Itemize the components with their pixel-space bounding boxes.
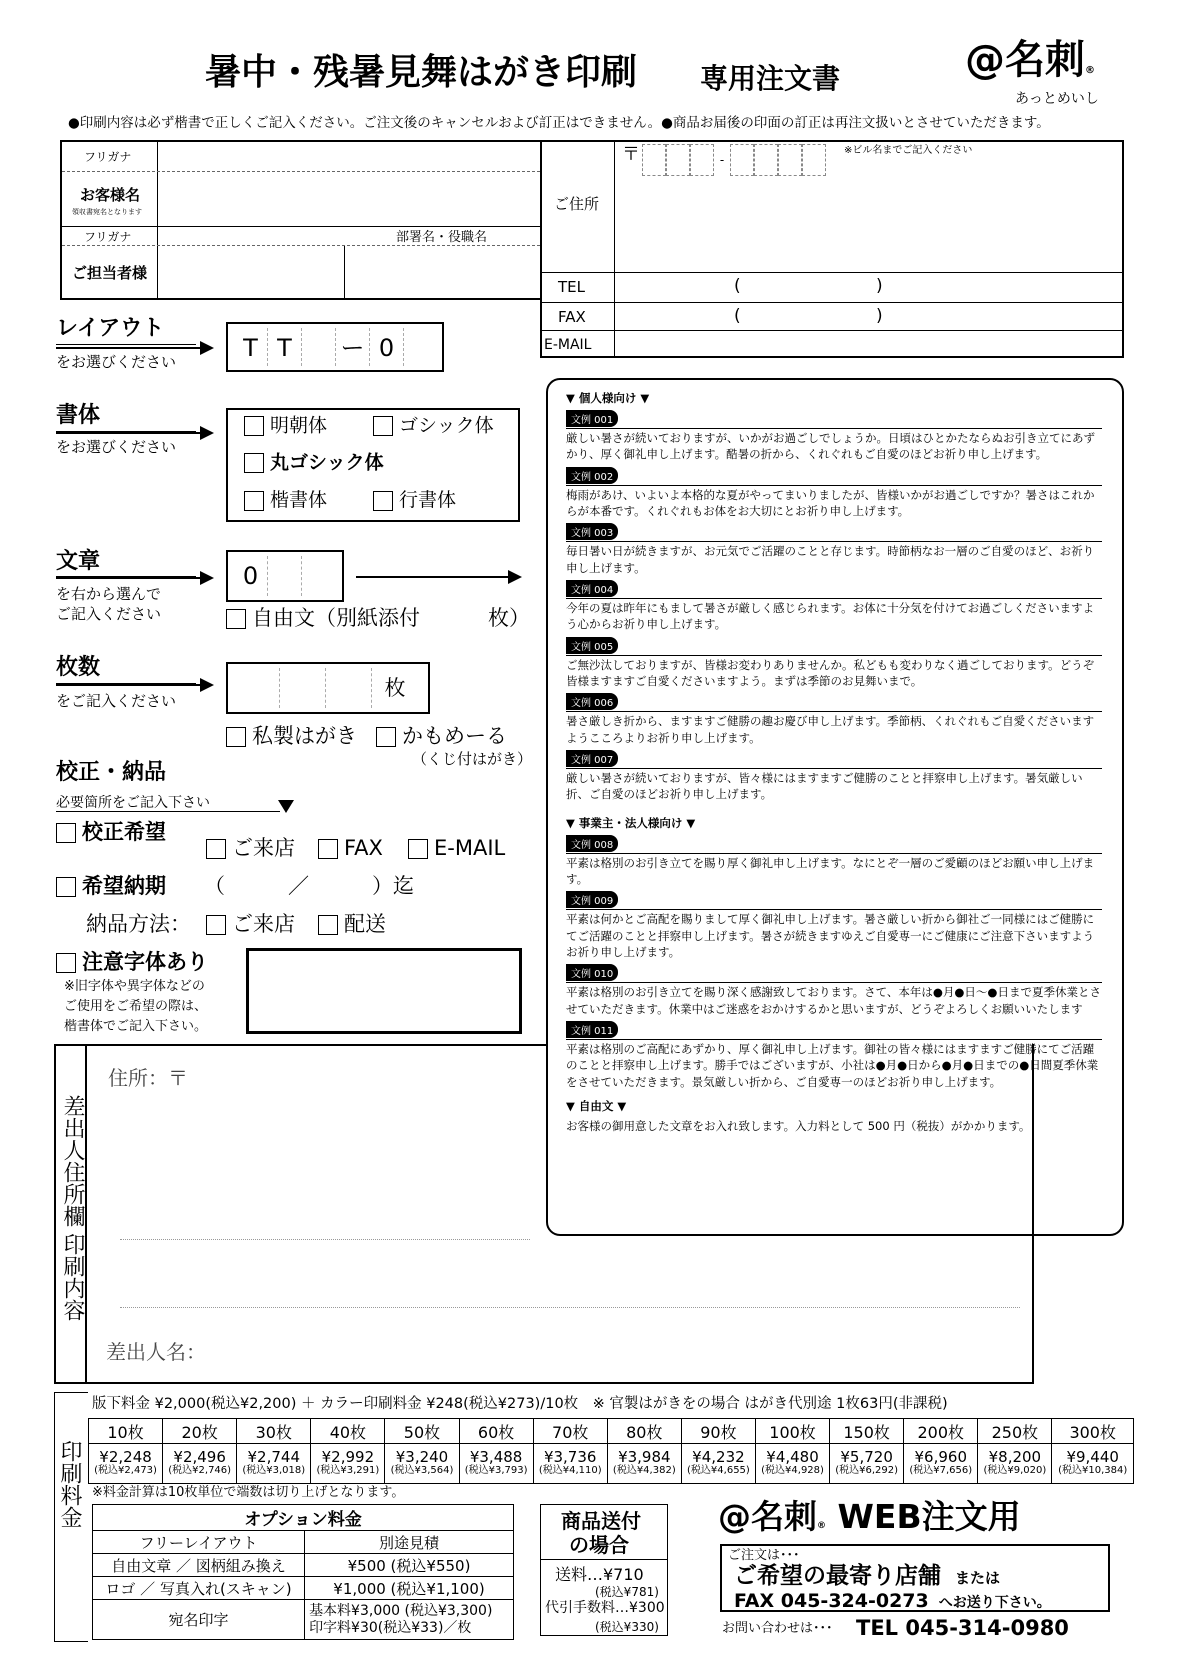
option-label: 注意字体あり (82, 950, 208, 974)
price-value: ¥4,232 (692, 1448, 745, 1467)
bunrei-free-heading: ▼ 自由文 ▼ (566, 1098, 627, 1113)
price-value: ¥4,480 (766, 1448, 819, 1467)
qty-cell: 70枚 (533, 1419, 607, 1444)
option-label: 希望納期 (82, 874, 166, 898)
email-input[interactable] (616, 331, 1122, 357)
tel-label: TEL (558, 278, 585, 296)
checkbox[interactable] (318, 915, 338, 935)
web-fax-suffix: へお送り下さい。 (938, 1595, 1051, 1611)
postal-mark: 〒 (622, 144, 640, 165)
dept-label: 部署名・役職名 (396, 230, 488, 245)
layout-code-cell: T (268, 328, 302, 366)
bunrei-item (566, 519, 1102, 576)
price-cell (1052, 1444, 1134, 1484)
bunrei-item (566, 960, 1102, 1017)
deadline-option[interactable] (56, 876, 166, 897)
bunrei-number: 文例 010 (566, 964, 618, 981)
layout-arrow (56, 347, 212, 349)
option-name: ロゴ ／ 写真入れ(スキャン) (93, 1577, 305, 1600)
option-label: FAX (344, 836, 383, 860)
shipping-fee-tax: (税込¥781) (595, 1585, 659, 1599)
checkbox[interactable] (373, 491, 393, 511)
price-tax: (税込¥2,746) (168, 1465, 232, 1477)
kanji-note-2: ご使用をご希望の際は、 (64, 999, 208, 1014)
price-value: ¥3,240 (395, 1448, 449, 1467)
atena-basic: 基本料¥3,000 (税込¥3,300) (309, 1602, 493, 1619)
price-cell (533, 1444, 607, 1484)
bunrei-number: 文例 003 (566, 523, 618, 540)
qty-title: 枚数 (56, 655, 101, 680)
checkbox[interactable] (226, 727, 246, 747)
font-title: 書体 (56, 403, 101, 428)
option-label: 楷書体 (270, 489, 328, 511)
brand-logo (965, 37, 1095, 83)
name-input[interactable] (160, 174, 540, 224)
bunrei-text: 平素は格別のお引き立てを賜り厚く御礼申し上げます。なにとぞ一層のご愛顧のほどお願い申し上げます。 (566, 853, 1102, 888)
atena-per-sheet: 印字料¥30(税込¥33)／枚 (309, 1619, 472, 1636)
layout-code-cell (404, 328, 438, 366)
option-label: ゴシック体 (399, 414, 494, 437)
price-tax: (税込¥9,020) (983, 1465, 1047, 1477)
text-arrow (56, 577, 212, 579)
proof-fax-option[interactable] (318, 838, 383, 859)
customer-name-note: 領収書宛名となります (72, 208, 142, 216)
option-price: 別途見積 (305, 1531, 514, 1554)
postal-code-input[interactable]: - (642, 144, 826, 176)
price-value: ¥3,488 (469, 1448, 523, 1467)
option-label: 明朝体 (270, 414, 328, 437)
qty-cell: 20枚 (163, 1419, 237, 1444)
bunrei-item (566, 406, 1102, 463)
qty-cell: 10枚 (89, 1419, 163, 1444)
brand-reading: あっとめいし (1015, 91, 1099, 107)
bunrei-number: 文例 008 (566, 835, 618, 852)
cod-fee-tax: (税込¥330) (595, 1620, 659, 1634)
delivery-label: 納品方法： (86, 912, 191, 936)
font-option-gyosho[interactable] (373, 491, 456, 511)
option-label: 校正希望 (82, 820, 166, 844)
price-cell (904, 1444, 978, 1484)
options-table (92, 1504, 514, 1640)
contact-input[interactable] (160, 248, 342, 298)
checkbox[interactable] (56, 823, 76, 843)
price-tax: (税込¥6,292) (835, 1465, 899, 1477)
proof-down-arrow (278, 800, 294, 813)
price-tax: (税込¥3,291) (316, 1465, 380, 1477)
notice: ●印刷内容は必ず楷書で正しくご記入ください。ご注文後のキャンセルおよび訂正はできません。●商品お届後の印面の訂正は再注文扱いとさせていただきます。 (68, 115, 1050, 131)
price-tax: (税込¥4,928) (761, 1465, 824, 1477)
price-value: ¥6,960 (914, 1448, 967, 1467)
price-cell (681, 1444, 755, 1484)
price-value: ¥9,440 (1066, 1448, 1119, 1467)
checkbox[interactable] (373, 416, 393, 436)
tel-paren-close: ) (876, 276, 883, 296)
price-cell (89, 1444, 163, 1484)
option-label: ご来店 (232, 912, 295, 936)
text-free-option[interactable] (226, 608, 420, 629)
font-option-gothic[interactable] (373, 416, 494, 436)
bunrei-list-personal (566, 406, 1102, 803)
text-sub2: ご記入ください (56, 605, 162, 623)
web-or: または (955, 1569, 1001, 1587)
option-name: 自由文章 ／ 図柄組み換え (93, 1554, 305, 1577)
price-value: ¥2,496 (173, 1448, 226, 1467)
layout-code-cell: T (234, 328, 268, 366)
checkbox[interactable] (318, 839, 338, 859)
text-title: 文章 (56, 549, 101, 574)
qty-input[interactable] (226, 662, 430, 714)
bunrei-number: 文例 005 (566, 637, 618, 654)
web-store (734, 1565, 1000, 1588)
qty-kamome-note: （くじ付はがき） (412, 750, 533, 768)
web-order-title (718, 1497, 1021, 1536)
text-code-input[interactable] (226, 550, 344, 602)
option-price: ¥1,000 (税込¥1,100) (305, 1577, 514, 1600)
price-value: ¥3,984 (618, 1448, 671, 1467)
text-sub1: を右から選んで (56, 585, 162, 603)
price-cell (163, 1444, 237, 1484)
web-fax-number: FAX 045-324-0273 (734, 1590, 929, 1612)
web-store-text: ご希望の最寄り店舗 (734, 1563, 941, 1589)
text-right-arrow (356, 576, 520, 578)
shipping-title-2: の場合 (569, 1533, 629, 1557)
qty-cell: 150枚 (830, 1419, 904, 1444)
price-value: ¥5,720 (840, 1448, 893, 1467)
web-fax (734, 1592, 1051, 1611)
layout-code-cell (302, 328, 336, 366)
bunrei-item (566, 463, 1102, 520)
email-label: E-MAIL (544, 337, 592, 353)
shipping-box (540, 1504, 668, 1636)
checkbox[interactable] (56, 877, 76, 897)
contact-label: ご担当者様 (72, 264, 148, 282)
option-label: 私製はがき (252, 724, 357, 748)
price-tax: (税込¥3,793) (464, 1465, 528, 1477)
delivery-visit-option[interactable] (206, 914, 295, 935)
shipping-title-1: 商品送付 (561, 1509, 641, 1533)
qty-cell: 30枚 (237, 1419, 311, 1444)
price-value: ¥2,248 (99, 1448, 152, 1467)
checkbox[interactable] (408, 839, 428, 859)
customer-name-label: お客様名 (80, 186, 141, 204)
sender-name-label: 差出人名： (106, 1340, 206, 1364)
qty-cell: 60枚 (459, 1419, 533, 1444)
web-tel: TEL 045-314-0980 (856, 1616, 1069, 1640)
qty-cell: 50枚 (385, 1419, 459, 1444)
qty-cell: 250枚 (978, 1419, 1052, 1444)
bunrei-item (566, 887, 1102, 960)
option-name: 宛名印字 (93, 1600, 305, 1640)
qty-private-option[interactable] (226, 726, 357, 747)
bunrei-text: 厳しい暑さが続いておりますが、いかがお過ごしでしょうか。日頃はひとかたならぬお引き立てにあずかり、厚く御礼申し上げます。酷暑の折から、くれぐれもご自愛のほどお祈り申し上げます。 (566, 428, 1102, 463)
qty-row (89, 1419, 1134, 1444)
page-subtitle: 専用注文書 (700, 62, 841, 95)
address-box (540, 140, 1124, 358)
option-label: 行書体 (399, 489, 457, 511)
price-tax: (税込¥4,655) (687, 1465, 750, 1477)
proof-visit-option[interactable] (206, 838, 295, 859)
text-free-end: 枚） (488, 606, 530, 630)
deadline-format[interactable]: （ ／ ）迄 (204, 874, 414, 898)
furigana-label: フリガナ (84, 150, 132, 164)
bunrei-text: 毎日暑い日が続きますが、お元気でご活躍のことと存じます。時節柄なお一層のご自愛のほど、お祈り申し上げます。 (566, 541, 1102, 576)
bunrei-number: 文例 002 (566, 467, 618, 484)
proof-request-option[interactable] (56, 822, 166, 843)
option-label: E-MAIL (434, 836, 506, 860)
web-order-label: ご注文は･･･ (728, 1548, 800, 1563)
fax-paren-close: ) (876, 306, 883, 326)
price-tax: (税込¥3,564) (390, 1465, 454, 1477)
qty-cell: 200枚 (904, 1419, 978, 1444)
bunrei-text: 平素は格別のご高配にあずかり、厚く御礼申し上げます。御社の皆々様にはますますご健勝にてご活躍のことと拝察申し上げます。勝手ではございますが、小社は●月●日から●月●日までの●日間夏季休業をさせていただきます。景気厳しい折から、ご自愛専一のほどお祈り申し上げます。 (566, 1039, 1102, 1090)
qty-kamome-option[interactable] (376, 726, 507, 747)
price-tax: (税込¥4,382) (612, 1465, 676, 1477)
bunrei-text: 平素は格別のお引き立てを賜り深く感謝致しております。さて、本年は●月●日～●日まで夏季休業とさせていただきます。休業中はご迷惑をおかけするかと思いますが、どうぞよろしくお願いいたします (566, 982, 1102, 1017)
sender-address-input[interactable] (120, 1095, 530, 1240)
qty-unit: 枚 (384, 676, 406, 700)
price-value: ¥3,736 (543, 1448, 597, 1467)
fax-label: FAX (558, 308, 586, 326)
price-cell (237, 1444, 311, 1484)
option-label: 配送 (344, 912, 386, 936)
dept-input[interactable] (347, 248, 540, 298)
font-arrow (56, 432, 212, 434)
price-cell (459, 1444, 533, 1484)
pricing-vertical-label: 印刷料金 (57, 1440, 82, 1528)
price-cell (830, 1444, 904, 1484)
tel-input[interactable] (616, 273, 1122, 301)
brand-name: @名刺 (965, 37, 1085, 83)
address-label: ご住所 (554, 195, 600, 213)
price-value: ¥2,744 (247, 1448, 301, 1467)
price-cell (755, 1444, 829, 1484)
price-tax: (税込¥3,018) (242, 1465, 306, 1477)
checkbox[interactable] (206, 915, 226, 935)
bunrei-text: ご無沙汰しておりますが、皆様お変わりありませんか。私どもも変わりなく過ごしております。どうぞ皆様ますますご自愛くださいますよう。まずは季節のお見舞いまで。 (566, 655, 1102, 690)
option-label: ご来店 (232, 836, 295, 860)
checkbox[interactable] (376, 727, 396, 747)
layout-code-cell: ー (336, 328, 370, 366)
bunrei-number: 文例 001 (566, 410, 618, 427)
pricing-header: 版下料金 ¥2,000(税込¥2,200) ＋ カラー印刷料金 ¥248(税込¥273)/10枚 ※ 官製はがきをの場合 はがき代別途 1枚63円(非課税) (92, 1396, 948, 1412)
price-table (88, 1418, 1134, 1484)
bunrei-text: 今年の夏は昨年にもまして暑さが厳しく感じられます。お体に十分気を付けてお過ごしくださいますよう心からお祈り申し上げます。 (566, 598, 1102, 633)
proof-title: 校正・納品 (56, 760, 167, 785)
fax-paren-open: ( (734, 306, 741, 326)
checkbox[interactable] (244, 416, 264, 436)
font-sub: をお選びください (56, 438, 177, 456)
kanji-input[interactable] (246, 948, 522, 1034)
checkbox[interactable] (56, 953, 76, 973)
bunrei-business-heading: ▼ 事業主・法人様向け ▼ (566, 815, 696, 830)
qty-arrow (56, 684, 212, 686)
price-value: ¥8,200 (988, 1448, 1042, 1467)
web-title: WEB注文用 (837, 1497, 1021, 1536)
option-label: 丸ゴシック体 (270, 451, 384, 474)
qty-cell: 100枚 (755, 1419, 829, 1444)
proof-sub: 必要箇所をご記入下さい (56, 795, 210, 811)
tel-paren-open: ( (734, 276, 741, 296)
option-price: ¥500 (税込¥550) (305, 1554, 514, 1577)
delivery-ship-option[interactable] (318, 914, 386, 935)
bunrei-number: 文例 004 (566, 580, 618, 597)
option-name: フリーレイアウト (93, 1531, 305, 1554)
sender-address-label: 住所：〒 (108, 1066, 188, 1090)
price-tax: (税込¥10,384) (1058, 1465, 1128, 1477)
font-option-maru[interactable] (244, 453, 384, 473)
price-value: ¥2,992 (321, 1448, 375, 1467)
web-order-box (720, 1544, 1110, 1612)
pricing-note: ※料金計算は10枚単位で端数は切り上げとなります。 (92, 1485, 405, 1500)
checkbox[interactable] (244, 453, 264, 473)
price-cell (607, 1444, 681, 1484)
bunrei-free-text: お客様の御用意した文章をお入れ致します。入力料として 500 円（税抜）がかかります。 (566, 1118, 1031, 1133)
price-tax: (税込¥2,473) (94, 1465, 157, 1477)
sender-vertical-label: 差出人住所欄印刷内容 (60, 1095, 85, 1321)
web-inquiry: お問い合わせは･･･ (722, 1621, 833, 1636)
option-label: かもめーる (402, 724, 507, 748)
bunrei-personal-heading: ▼ 個人様向け ▼ (566, 391, 650, 405)
bunrei-item (566, 689, 1102, 746)
furigana2-label: フリガナ (84, 230, 132, 244)
proof-email-option[interactable] (408, 838, 505, 859)
fax-input[interactable] (616, 303, 1122, 329)
qty-cell: 80枚 (607, 1419, 681, 1444)
checkbox[interactable] (244, 491, 264, 511)
bunrei-item (566, 831, 1102, 888)
qty-cell: 90枚 (681, 1419, 755, 1444)
bunrei-number: 文例 011 (566, 1021, 618, 1038)
kanji-note-3: 楷書体でご記入下さい。 (64, 1019, 208, 1034)
price-cell (311, 1444, 385, 1484)
layout-code-cell: 0 (370, 328, 404, 366)
price-cell (978, 1444, 1052, 1484)
bunrei-text: 平素は何かとご高配を賜りまして厚く御礼申し上げます。暑さ厳しい折から御社ご一同様にはご健勝にてご活躍のことと拝察申し上げます。暑さが続きますゆえご自愛専一にご健康にご注意下さいますようお祈り申し上げます。 (566, 909, 1102, 960)
qty-sub: をご記入ください (56, 692, 177, 710)
bunrei-item (566, 746, 1102, 803)
bunrei-text: 厳しい暑さが続いておりますが、皆々様にはますますご健勝のことと拝察申し上げます。暑気厳しい折、ご自愛のほどお祈り申し上げます。 (566, 768, 1102, 803)
options-title: オプション料金 (93, 1505, 514, 1531)
shipping-fee: 送料…¥710 (555, 1565, 644, 1584)
page-title: 暑中・残暑見舞はがき印刷 (205, 52, 638, 93)
bunrei-number: 文例 007 (566, 750, 618, 767)
layout-title: レイアウト (56, 316, 165, 341)
option-label: 自由文（別紙添付 (252, 606, 420, 630)
bunrei-text: 暑さ厳しき折から、ますますご健勝の趣お慶び申し上げます。季節柄、くれぐれもご自愛くださいますようこころよりお祈り申し上げます。 (566, 711, 1102, 746)
address-input[interactable] (616, 182, 1122, 270)
bunrei-number: 文例 006 (566, 693, 618, 710)
qty-cell: 40枚 (311, 1419, 385, 1444)
web-brand-mark: ® (817, 1521, 826, 1531)
sender-address-line-2[interactable] (120, 1242, 1020, 1308)
checkbox[interactable] (226, 609, 246, 629)
price-cell (385, 1444, 459, 1484)
kanji-note-1: ※旧字体や異字体などの (64, 979, 205, 994)
web-brand: @名刺 (718, 1497, 817, 1536)
bunrei-item (566, 633, 1102, 690)
customer-left-box (60, 140, 542, 300)
building-note: ※ビル名までご記入ください (844, 145, 973, 156)
sender-name-input[interactable] (230, 1330, 1020, 1374)
price-tax: (税込¥7,656) (909, 1465, 973, 1477)
cod-fee: 代引手数料…¥300 (545, 1600, 665, 1616)
text-code-cell: 0 (234, 556, 268, 596)
checkbox[interactable] (206, 839, 226, 859)
layout-sub: をお選びください (56, 353, 177, 371)
price-row (89, 1444, 1134, 1484)
bunrei-item (566, 576, 1102, 633)
price-tax: (税込¥4,110) (538, 1465, 602, 1477)
qty-cell: 300枚 (1052, 1419, 1134, 1444)
kanji-option[interactable] (56, 952, 208, 973)
font-option-mincho[interactable] (244, 416, 327, 436)
layout-code-input[interactable] (226, 322, 444, 372)
bunrei-number: 文例 009 (566, 891, 618, 908)
font-option-kaisho[interactable] (244, 491, 327, 511)
brand-mark: ® (1085, 65, 1095, 76)
bunrei-text: 梅雨があけ、いよいよ本格的な夏がやってまいりましたが、皆様いかがお過ごしですか？暑さはこれからが本番です。くれぐれもお体をお大切にとお祈り申し上げます。 (566, 485, 1102, 520)
